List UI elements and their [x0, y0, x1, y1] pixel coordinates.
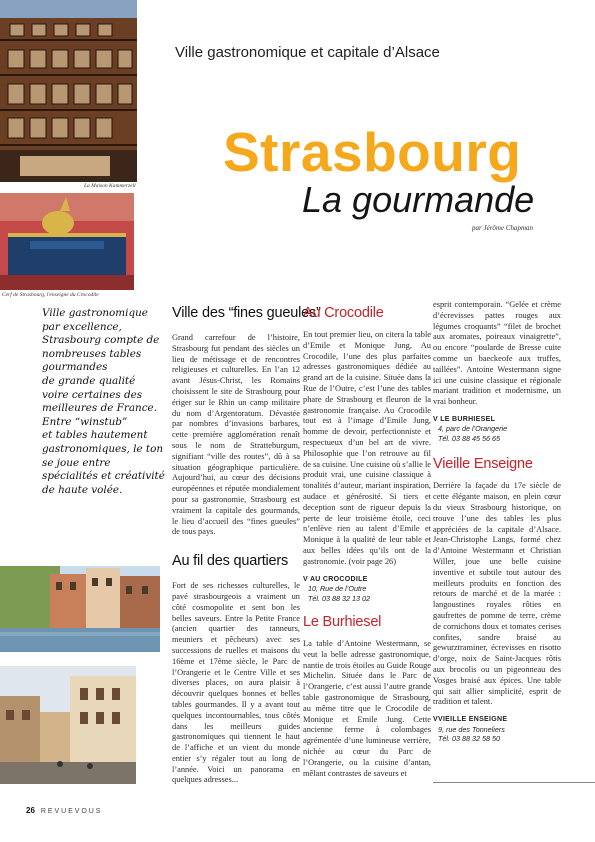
intro-line: par excellence,: [42, 320, 122, 333]
photo-crocodile-sign: [0, 193, 134, 290]
intro-line: de haute volée.: [42, 483, 123, 496]
photo2-caption: Cerf de Strasbourg, l'enseigne du Crocodile: [2, 292, 99, 298]
restaurant-phone: Tél. 03 88 32 13 02: [308, 593, 370, 603]
restaurant-street: 4, parc de l’Orangerie: [438, 424, 508, 434]
section-heading: Au fil des quartiers: [172, 553, 289, 570]
intro-line: Ville gastronomique: [42, 307, 148, 319]
restaurant-phone: Tél. 03 88 45 56 65: [438, 433, 500, 443]
magazine-name: R E V U E V O U S: [40, 808, 101, 815]
intro-line: gastronomiques, le ton: [42, 442, 164, 455]
photo-maison-kammerzell: [0, 0, 137, 182]
column-divider-rule: [433, 782, 595, 783]
intro-line: se joue entre: [42, 456, 111, 469]
body-paragraph: esprit contemporain. “Gelée et crème d’écrevisses pattes rouges aux légumes croquants” “filet de brochet aux aromates, poireaux vinaigrette”, ou encore “poularde de Bresse cuite comme un baeckeofe aux truffes, taillées”. Antoine Westermann signe ici une cuisine classique et régionale mariant tradition et modernisme, un vrai bonheur.: [433, 300, 561, 407]
restaurant-name: VVIEILLE ENSEIGNE: [433, 716, 508, 724]
photo-petite-france-canal: [0, 566, 160, 652]
restaurant-address: [433, 714, 561, 744]
restaurant-phone: Tél. 03 88 32 58 50: [438, 734, 500, 744]
author-byline: par Jérôme Chapman: [472, 224, 534, 232]
section-heading: Ville des “fines gueules”: [172, 305, 321, 321]
photo1-caption: La Maison Kammerzell: [84, 183, 136, 189]
body-paragraph: En tout premier lieu, on citera la table d’Emile et Monique Jung, Au Crocodile, l’une des plus parfaites adresses gastronomiques dédiée au grand art de la cuisine. Située dans la Rue de l’Outre, c’est l’une des tables phare de Strasbourg et fleuron de la gastronomie française. Au Crocodile tout est à l’image d’Emile Jung, homme de devoir, perfectionniste et respectueux d’un bel art de vivre. Philosophie que l’on retrouve au fil de sa cuisine. Une cuisine où s’allie le produit vrai, une cuisine classique à tonalités d’auteur, mariant inspiration, audace et générosité. Si tiers et deception sont de rigueur depuis la perte de leur troisième étoile, ceci n’enlève rien au talent d’Emile et Monique à la qualité de leur table et aux belles idées qu’ils ont de la gastronomie. (voir page 26): [303, 330, 431, 566]
intro-line: Strasbourg compte de: [42, 334, 160, 347]
restaurant-name: V LE BURHIESEL: [433, 415, 496, 423]
intro-line: spécialités et créativité: [42, 470, 165, 483]
photo-strasbourg-street: [0, 666, 136, 784]
body-paragraph: Fort de ses richesses culturelles, le pavé strasbourgeois a vraiment un côté cosmopolite et sent bon les belles saveurs. Entre la Petite France (ancien quartier des tanneurs, meuniers et pêcheurs) avec ses successions de ruelles et maisons du 16ème et 17ème siècle, le Parc de l’Orangerie et le Centre Ville et ses diverses places, on aura plaisir à découvrir quelques bonnes et belles tables gourmandes. Il y a avant tout quelques incontournables, tous côtés dans les meilleurs guides gastronomiques qui tiennent le haut de l’affiche et un vient du monde entier s’y régaler tout au long de l’année. Voici un panorama en quelques adresses...: [172, 581, 300, 785]
article-column-1: [172, 304, 321, 786]
intro-text: [42, 307, 165, 497]
restaurant-address: [433, 414, 561, 444]
restaurant-street: 10, Rue de l’Outre: [308, 584, 367, 594]
body-paragraph: Derrière la façade du 17e siècle de cette élégante maison, en plein cœur du vieux Strasbourg historique, on trouve l’une des tables les plus appréciées de la capitale d’Alsace. Jean-Christophe Langs, formé chez d’Antoine Westermann et Christian Willer, joue une belle cuisine inventive et subtile tout autour des meilleurs produits en fonction des retours de marché et de la marée : langoustines royales rôties en gaufrettes de pomme de terre, crème de cornichons doux et tomates cerises confites, sandre braisé au gewurztraminer, écrevisses en risotto d’orge, noix de Saint-Jacques rôtis aux brocolis ou un pigeonneau des Vosges braisé aux épices. Une table qui sait allier simplicité, esprit de tradition et talent.: [433, 481, 561, 707]
intro-line: gourmandes: [42, 361, 108, 374]
page-title-secondary: La gourmande: [302, 179, 535, 220]
article-column-2: [303, 304, 431, 779]
section-heading: Vieille Enseigne: [433, 456, 533, 473]
restaurant-address: [303, 574, 431, 604]
intro-line: nombreuses tables: [42, 347, 142, 360]
body-paragraph: Grand carrefour de l’histoire, Strasbourg fut pendant des siècles un lieu de métissage et de rencontres religieuses et culturelles. En l’an 12 avant Jésus-Christ, les Romains choisissent le site de Strasbourg pour ériger sur le Rhin un camp militaire du nom d’Argentoratum. Dévastée par nombres d’invasions barbares, cette première agglomération renaît sous le nom de Stratteburgum, signifiant “ville des routes”, dû à sa situation géographique particulière. Aujourd’hui, au cœur des décisions européennes et réputée mondialement pour sa gastronomie, Strasbourg est vraiment la capitale des gourmands, le lieu d’accueil des “fines gueules” de tous pays.: [172, 333, 300, 537]
intro-line: meilleures de France.: [42, 402, 158, 415]
intro-line: de grande qualité: [42, 374, 136, 387]
page-subtitle: Ville gastronomique et capitale d’Alsace: [175, 44, 440, 61]
restaurant-name: V AU CROCODILE: [303, 575, 368, 583]
body-paragraph: La table d’Antoine Westermann, se veut la belle adresse gastronomique, nantie de trois étoiles au Guide Rouge Michelin. Située dans le Parc de l’Orangerie, c’est aussi l’autre grande table gastronomique de Strasbourg, au même titre que le Crocodile de Monique et Emile Jung. Cette ancienne ferme à colombages agrémentée d’une lumineuse verrière, nichée au cœur du Parc de l’Orangerie, ou la cuisine d’antan, mêlant contrastes de saveurs et: [303, 639, 431, 778]
intro-line: et tables hautement: [42, 429, 148, 442]
article-column-3: [433, 300, 561, 744]
page-footer: [26, 806, 100, 815]
page-title: Strasbourg: [223, 121, 522, 183]
page-number: 26: [26, 806, 35, 815]
intro-line: voire certaines des: [42, 388, 143, 401]
intro-line: Entre “winstub”: [42, 415, 128, 428]
section-heading: Le Burhiesel: [303, 614, 382, 631]
section-heading: Au Crocodile: [303, 305, 384, 321]
restaurant-street: 9, rue des Tonneliers: [438, 724, 505, 734]
